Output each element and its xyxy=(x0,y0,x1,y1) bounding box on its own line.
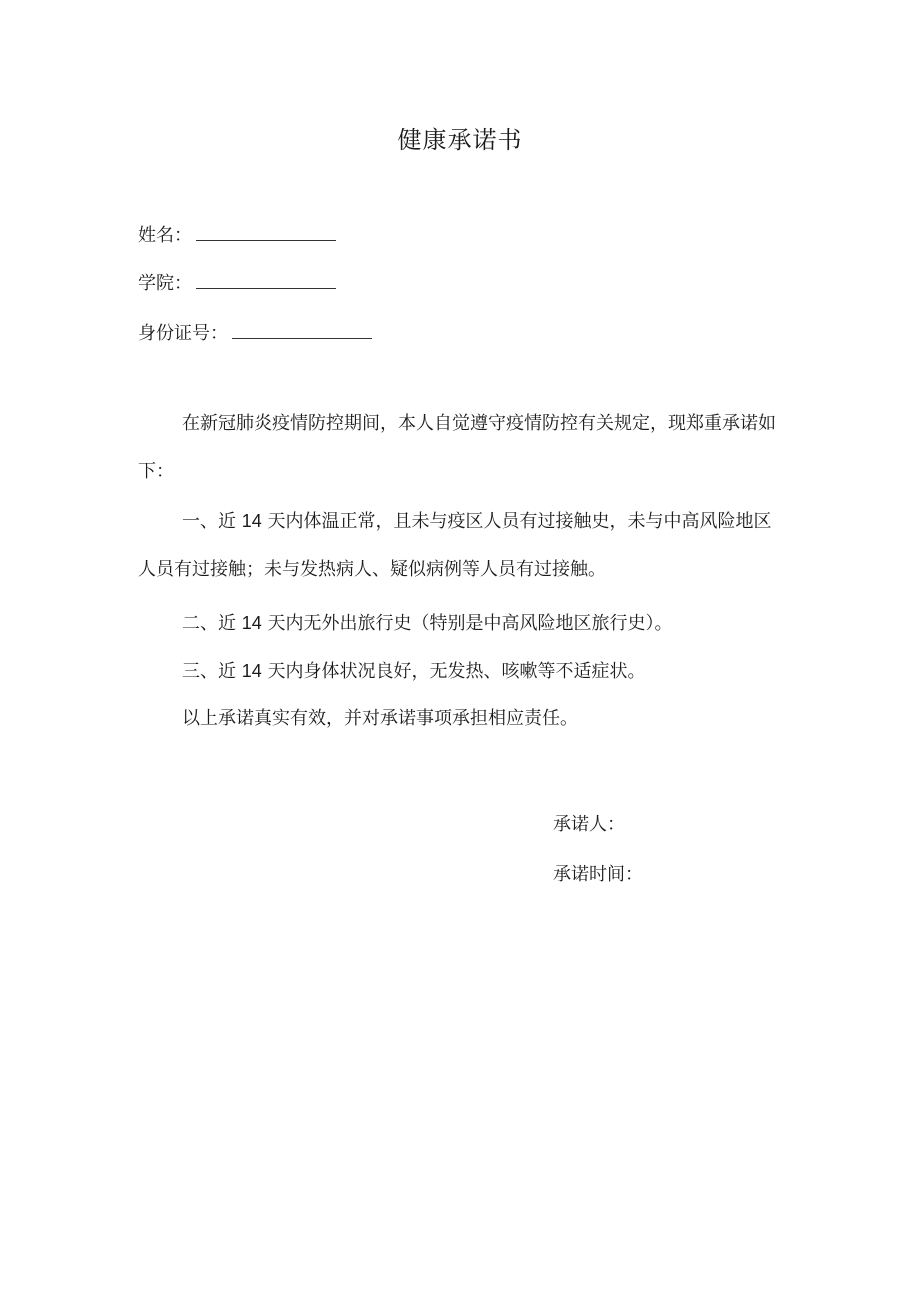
item-3-suffix: 天内身体状况良好，无发热、咳嗽等不适症状。 xyxy=(261,661,646,682)
id-number-field xyxy=(138,316,372,349)
id-number-blank-line[interactable] xyxy=(232,316,372,339)
college-field xyxy=(138,266,336,299)
item-3-prefix: 三、近 xyxy=(182,661,242,682)
closing-text: 以上承诺真实有效，并对承诺事项承担相应责任。 xyxy=(182,708,578,729)
intro-paragraph xyxy=(138,400,786,496)
item-2-prefix: 二、近 xyxy=(182,613,242,634)
id-number-label: 身份证号： xyxy=(138,323,228,344)
college-blank-line[interactable] xyxy=(196,266,336,289)
item-1-days: 14 xyxy=(241,511,262,531)
commitment-item-2 xyxy=(138,599,786,648)
closing-paragraph xyxy=(138,695,786,743)
college-label: 学院： xyxy=(138,273,192,294)
name-field xyxy=(138,218,336,251)
commitment-item-1 xyxy=(138,497,786,594)
signature-person: 承诺人： xyxy=(553,814,625,835)
intro-text: 在新冠肺炎疫情防控期间，本人自觉遵守疫情防控有关规定，现郑重承诺如下： xyxy=(138,413,776,482)
item-1-prefix: 一、近 xyxy=(182,511,242,532)
signature-time: 承诺时间： xyxy=(553,864,643,885)
name-label: 姓名： xyxy=(138,225,192,246)
document-title: 健康承诺书 xyxy=(397,126,523,154)
item-2-text xyxy=(138,599,786,648)
item-2-suffix: 天内无外出旅行史（特别是中高风险地区旅行史）。 xyxy=(261,613,673,634)
item-1-suffix: 天内体温正常，且未与疫区人员有过接触史，未与中高风险地区人员有过接触；未与发热病人、疑似病例等人员有过接触。 xyxy=(138,511,772,580)
item-3-text xyxy=(138,647,786,696)
commitment-item-3 xyxy=(138,647,786,696)
item-2-days: 14 xyxy=(241,613,262,633)
item-3-days: 14 xyxy=(241,661,262,681)
item-1-text xyxy=(138,497,786,594)
name-blank-line[interactable] xyxy=(196,218,336,241)
